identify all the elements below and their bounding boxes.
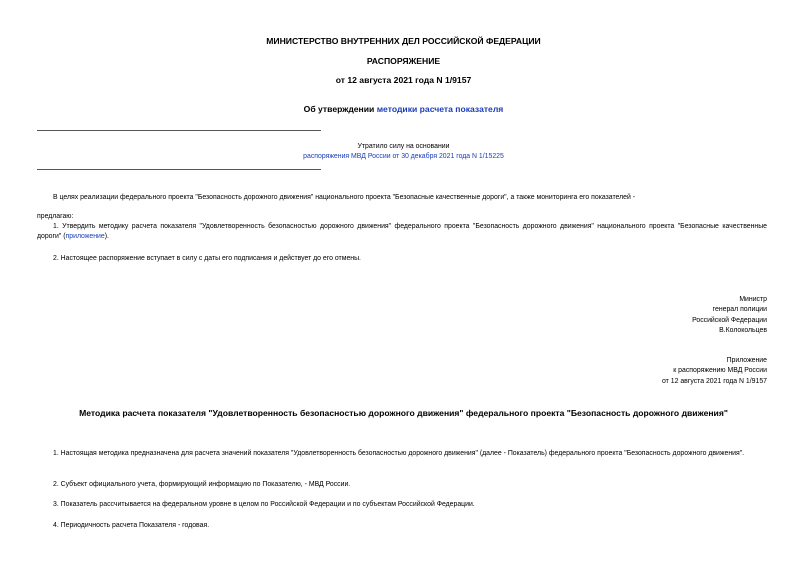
signature-name: В.Колокольцев — [719, 327, 767, 335]
order-item-2: 2. Настоящее распоряжение вступает в силу с даты его подписания и действует до его отмены. — [53, 255, 361, 262]
order-item-1 — [37, 222, 767, 242]
order-item-1-end: ). — [104, 233, 109, 240]
signature-block — [692, 295, 767, 337]
methodology-paragraph-1: 1. Настоящая методика предназначена для расчета значений показателя "Удовлетворенность безопасностью дорожного движения" (далее - Показатель) федерального проекта "Безопасность дорожного движения". — [53, 450, 745, 457]
order-item-1-text: 1. Утвердить методику расчета показателя "Удовлетворенность безопасностью дорожного движения" федерального проекта "Безопасность дорожного движения" национального проекта "Безопасные качественные дороги" ( — [37, 223, 767, 240]
appendix-link[interactable]: приложение — [65, 233, 105, 240]
document-date-number: от 12 августа 2021 года N 1/9157 — [335, 75, 472, 85]
appendix-order-ref: к распоряжению МВД России — [673, 367, 767, 375]
repeal-order-link[interactable]: распоряжения МВД России от 30 декабря 2021 года N 1/15225 — [303, 153, 504, 160]
intro-paragraph: В целях реализации федерального проекта "Безопасность дорожного движения" национального проекта "Безопасные качественные дороги", а также мониторинга его показателей - — [53, 194, 636, 201]
proposal-word: предлагаю: — [37, 213, 74, 220]
methodology-title: Методика расчета показателя "Удовлетворенность безопасностью дорожного движения" федерального проекта "Безопасность дорожного движения" — [79, 408, 728, 418]
signature-country: Российской Федерации — [692, 316, 767, 324]
methodology-paragraph-4: 4. Периодичность расчета Показателя - годовая. — [53, 522, 210, 529]
repeal-notice-line: Утратило силу на основании — [357, 143, 450, 150]
methodology-paragraph-2: 2. Субъект официального учета, формирующий информацию по Показателю, - МВД России. — [53, 481, 351, 488]
document-type-heading: РАСПОРЯЖЕНИЕ — [366, 56, 441, 66]
bottom-divider — [37, 169, 321, 170]
document-title-prefix: Об утверждении — [303, 104, 377, 114]
signature-rank: генерал полиции — [712, 306, 767, 314]
appendix-label: Приложение — [726, 357, 767, 364]
methodology-link[interactable]: методики расчета показателя — [376, 104, 504, 114]
appendix-reference-block — [662, 356, 767, 387]
methodology-paragraph-3: 3. Показатель рассчитывается на федеральном уровне в целом по Российской Федерации и по субъектам Российской Федерации. — [53, 501, 475, 508]
top-divider — [37, 130, 321, 131]
signature-position: Министр — [739, 296, 767, 303]
ministry-heading: МИНИСТЕРСТВО ВНУТРЕННИХ ДЕЛ РОССИЙСКОЙ ФЕДЕРАЦИИ — [266, 36, 541, 46]
appendix-date-ref: от 12 августа 2021 года N 1/9157 — [662, 377, 767, 385]
document-title — [0, 104, 807, 114]
